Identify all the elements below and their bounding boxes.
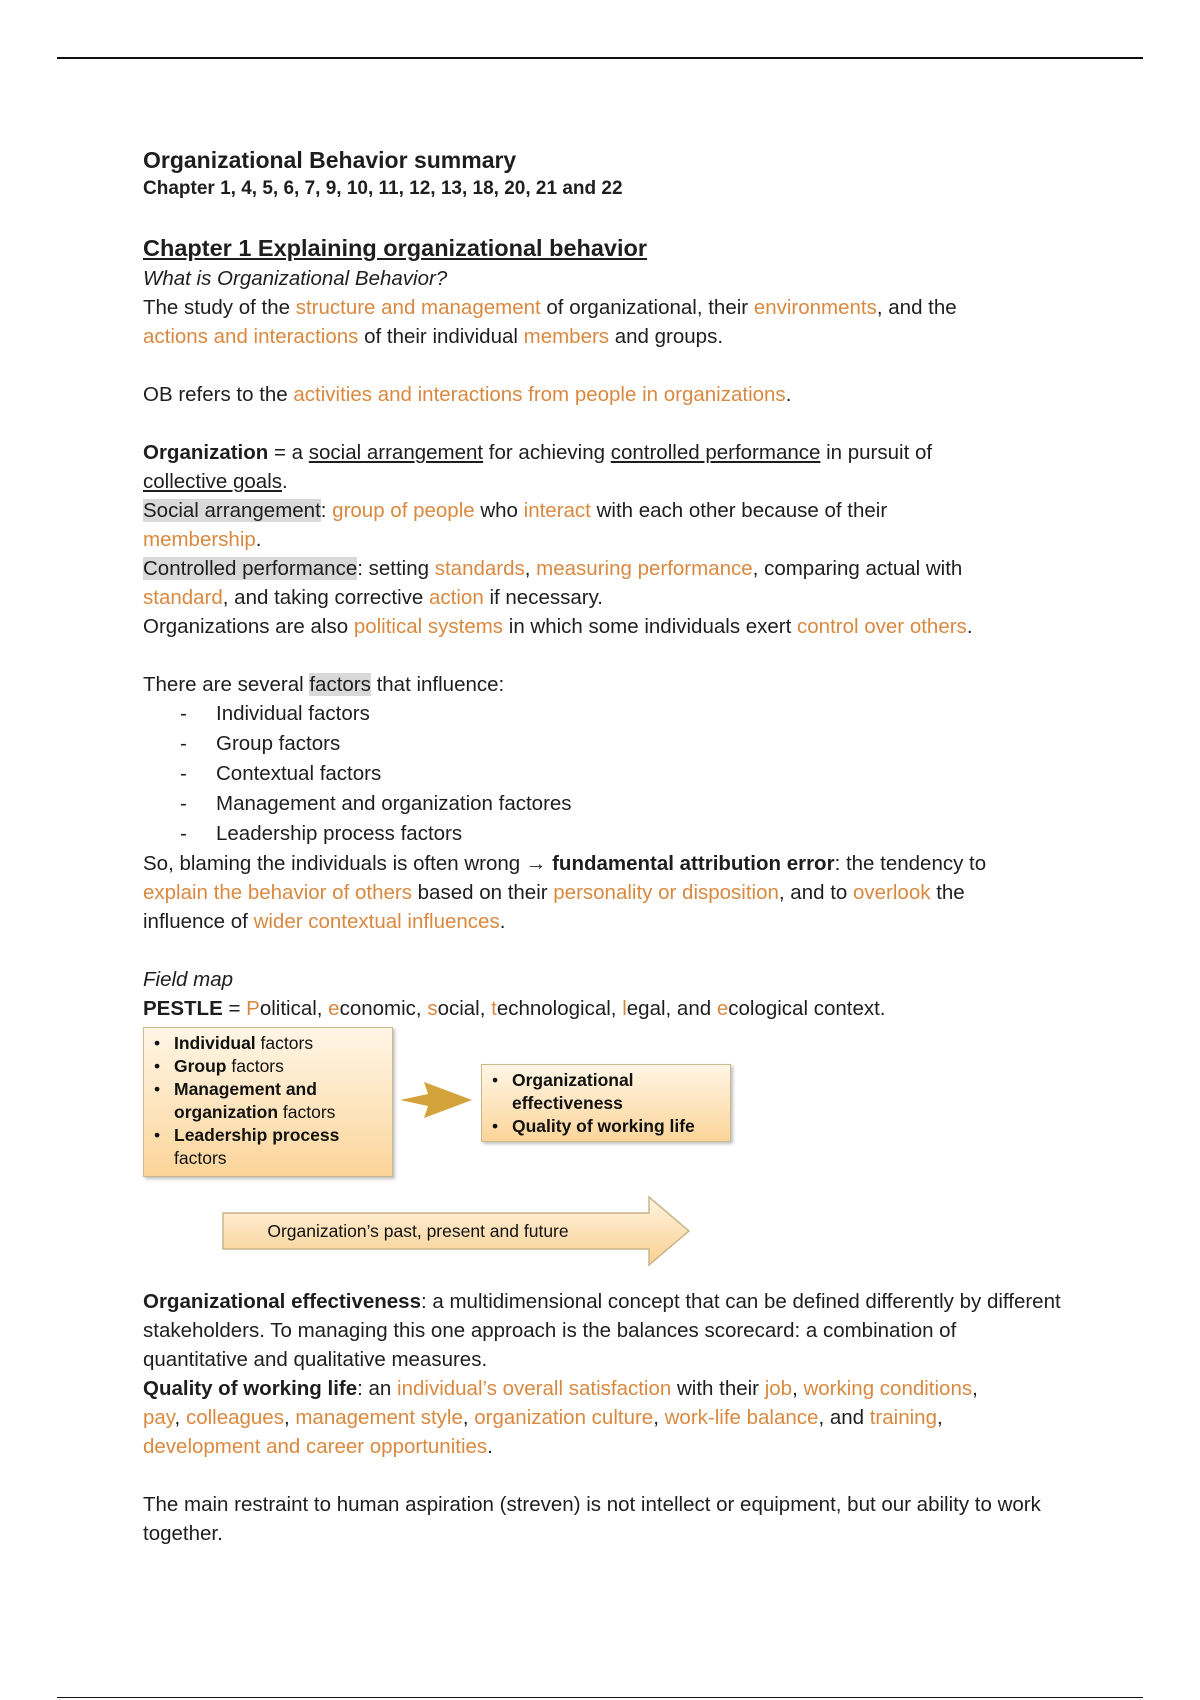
controlled-performance-definition: Controlled performance: setting standards, measuring performance, comparing actual with standard, and taking corrective action if necessary. xyxy=(143,557,963,609)
right-arrow-icon xyxy=(398,1080,474,1120)
social-arrangement-definition: Social arrangement: group of people who interact with each other because of their membership. xyxy=(143,499,888,551)
political-systems-line: Organizations are also political systems in which some individuals exert control over others. xyxy=(143,615,973,638)
restraint-paragraph: The main restraint to human aspiration (streven) is not intellect or equipment, but our ability to work together. xyxy=(143,1493,1041,1545)
list-item: • Management and organization factors xyxy=(174,1078,386,1124)
attribution-error-paragraph: So, blaming the individuals is often wrong → fundamental attribution error: the tendency to explain the behavior of others based on their personality or disposition, and to overlook the influence of wider contextual influences. xyxy=(143,852,987,933)
outcomes-box xyxy=(481,1064,731,1142)
pestle-line: PESTLE = Political, economic, social, technological, legal, and ecological context. xyxy=(143,997,886,1020)
document-subtitle: Chapter 1, 4, 5, 6, 7, 9, 10, 11, 12, 13, 18, 20, 21 and 22 xyxy=(143,178,623,199)
ob-refers: OB refers to the activities and interactions from people in organizations. xyxy=(143,383,792,406)
list-item: • Quality of working life xyxy=(512,1115,724,1138)
list-item: - Management and organization factores xyxy=(180,789,1063,819)
field-map-diagram xyxy=(143,1027,1063,1287)
factors-intro: There are several factors that influence: xyxy=(143,673,505,696)
chapter-heading: Chapter 1 Explaining organizational behavior xyxy=(143,235,648,261)
document-page xyxy=(143,140,1063,1548)
list-item: • Leadership process factors xyxy=(174,1124,386,1170)
list-item: • Organizational effectiveness xyxy=(512,1069,724,1115)
effectiveness-paragraph: Organizational effectiveness: a multidimensional concept that can be defined differently by different stakeholders. To managing this one approach is the balances scorecard: a combination of quantitative and qualitative measures. xyxy=(143,1290,1061,1371)
top-rule xyxy=(57,57,1143,59)
factors-list xyxy=(143,699,1063,849)
list-item: - Contextual factors xyxy=(180,759,1063,789)
field-map-title: Field map xyxy=(143,968,234,991)
quality-of-working-life-paragraph: Quality of working life: an individual’s overall satisfaction with their job, working conditions, pay, colleagues, management style, organization culture, work-life balance, and training, development and career opportunities. xyxy=(143,1377,978,1458)
list-item: - Individual factors xyxy=(180,699,1063,729)
bottom-rule xyxy=(57,1697,1143,1698)
list-item: - Group factors xyxy=(180,729,1063,759)
ob-definition: The study of the structure and management of organizational, their environments, and the actions and interactions of their individual members and groups. xyxy=(143,296,957,348)
timeline-label: Organization’s past, present and future xyxy=(267,1221,569,1241)
list-item: • Group factors xyxy=(174,1055,386,1078)
list-item: - Leadership process factors xyxy=(180,819,1063,849)
organization-definition: Organization = a social arrangement for achieving controlled performance in pursuit of collective goals. xyxy=(143,441,933,493)
document-title: Organizational Behavior summary xyxy=(143,147,517,173)
list-item: • Individual factors xyxy=(174,1032,386,1055)
section-question: What is Organizational Behavior? xyxy=(143,267,448,290)
factors-box xyxy=(143,1027,393,1177)
